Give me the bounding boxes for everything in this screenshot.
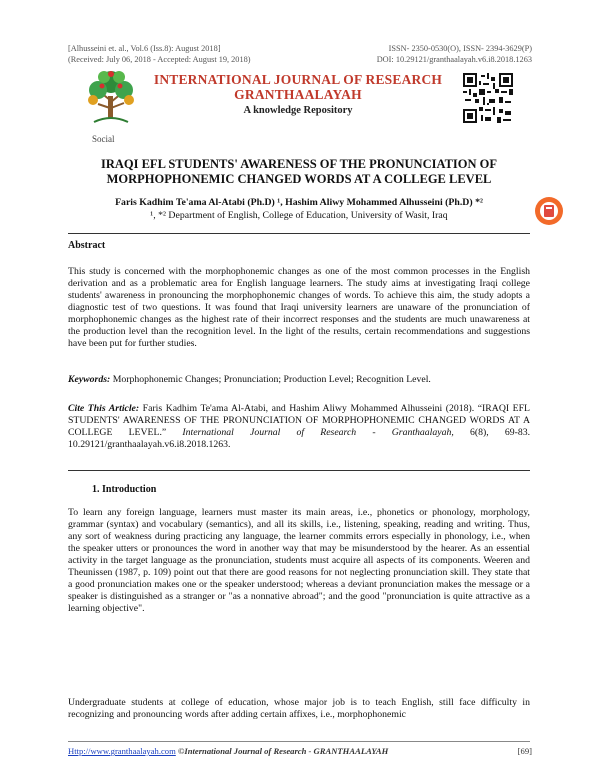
- crossmark-icon: [534, 196, 564, 226]
- abstract-heading: Abstract: [68, 240, 106, 251]
- introduction-para1: To learn any foreign language, learners must master its main areas, i.e., phonetics or phonology, morphology, grammar (syntax) and vocabulary (semantics), and all its skills, i.e., listening, speaking, reading and writing. Thus, any sort of weakness during practicing any language, the learner commits errors especially in phonology, i.e., when the speaker utters or pronounces the word in another way that may be misunderstood by the hearer. As an essential activity in the target language as the pronunciation, students must acquire all aspects of its components. Weeren and Theunissen (1987, p. 109) point out that there are good reasons for not neglecting pronunciation skill. They state that a good pronunciation makes one or the speaker understood; whereas a deviant pronunciation makes the message or a speaker is distinguished as a stranger or "as a nonnative abroad"; and the good "pronunciation is quite attractive as a learning objective".: [68, 507, 530, 614]
- paper-title: [68, 157, 530, 187]
- doi-line: DOI: 10.29121/granthaalayah.v6.i8.2018.1263: [376, 54, 532, 64]
- journal-name-line1: INTERNATIONAL JOURNAL OF RESEARCH: [153, 72, 443, 87]
- citation-header: [68, 44, 251, 65]
- journal-name: [148, 72, 448, 102]
- introduction-para2: Undergraduate students at college of education, whose major job is to teach English, still face difficulty in recognizing and pronouncing words after adding certain affixes, i.e., morphophonemic: [68, 697, 530, 720]
- cite-bottom-rule: [68, 470, 530, 471]
- affiliation-line: ¹, *² Department of English, College of Education, University of Wasit, Iraq: [150, 210, 448, 221]
- footer-copyright: ©International Journal of Research - GRANTHAALAYAH: [177, 746, 389, 756]
- journal-logo: [80, 66, 142, 128]
- keywords-block: [68, 374, 530, 386]
- footer-left: [68, 746, 388, 756]
- issn-line: ISSN- 2350-0530(O), ISSN- 2394-3629(P): [388, 44, 532, 53]
- crossmark-badge[interactable]: [534, 196, 564, 226]
- cite-block: [68, 403, 530, 451]
- cite-tail: 6(8), 69-83. 10.29121/granthaalayah.v6.i8.2018.1263.: [68, 426, 531, 450]
- issn-header: [377, 44, 532, 65]
- title-line1: IRAQI EFL STUDENTS' AWARENESS OF THE PRONUNCIATION OF: [100, 157, 498, 171]
- cite-journal: International Journal of Research - Granthaalayah,: [182, 426, 454, 438]
- journal-tagline: A knowledge Repository: [243, 105, 353, 116]
- authors-line: Faris Kadhim Te'ama Al-Atabi (Ph.D) ¹, Hashim Aliwy Mohammed Alhusseini (Ph.D) *²: [115, 197, 483, 208]
- citation-line2: (Received: July 06, 2018 - Accepted: August 19, 2018): [68, 54, 251, 64]
- footer-url-link[interactable]: Http://www.granthaalayah.com: [68, 746, 176, 756]
- introduction-heading: 1. Introduction: [92, 484, 157, 495]
- footer-rule: [68, 741, 530, 742]
- title-line2: MORPHOPHONEMIC CHANGED WORDS AT A COLLEGE LEVEL: [106, 172, 492, 186]
- page-number: [69]: [517, 746, 532, 756]
- qr-code-icon: [463, 73, 513, 123]
- logo-caption: Social: [92, 134, 115, 144]
- cite-text: Faris Kadhim Te'ama Al-Atabi, and Hashim Aliwy Mohammed Alhusseini (2018). “IRAQI EFL STUDENTS' AWARENESS OF THE PRONUNCIATION OF MORPHOPHONEMIC CHANGED WORDS AT A COLLEGE LEVEL.”: [68, 403, 530, 438]
- qr-code: [463, 73, 513, 123]
- journal-name-line2: GRANTHAALAYAH: [234, 87, 362, 102]
- abstract-text: This study is concerned with the morphophonemic changes as one of the most common processes in the English derivation and as a problematic area for English language learners. The study aims at investigating Iraqi college students' awareness in pronouncing the morphophonemic changes of words. To achieve this aim, the study adopts a diagnostic test of two questions. It was found that Iraqi university learners are unaware of the pronunciation of morphophonemic changes as the highest rate of their incorrect responses and the students are much unawareness at the production level than the recognition level. In the light of the results, certain recommendations and suggestions have been put for further studies.: [68, 266, 530, 349]
- keywords-text: Morphophonemic Changes; Pronunciation; Production Level; Recognition Level.: [112, 374, 431, 385]
- keywords-label: Keywords:: [68, 374, 111, 385]
- abstract-top-rule: [68, 233, 530, 234]
- citation-line1: [Alhusseini et. al., Vol.6 (Iss.8): August 2018]: [68, 44, 221, 53]
- tree-logo-icon: [80, 66, 142, 128]
- cite-label: Cite This Article:: [68, 403, 140, 414]
